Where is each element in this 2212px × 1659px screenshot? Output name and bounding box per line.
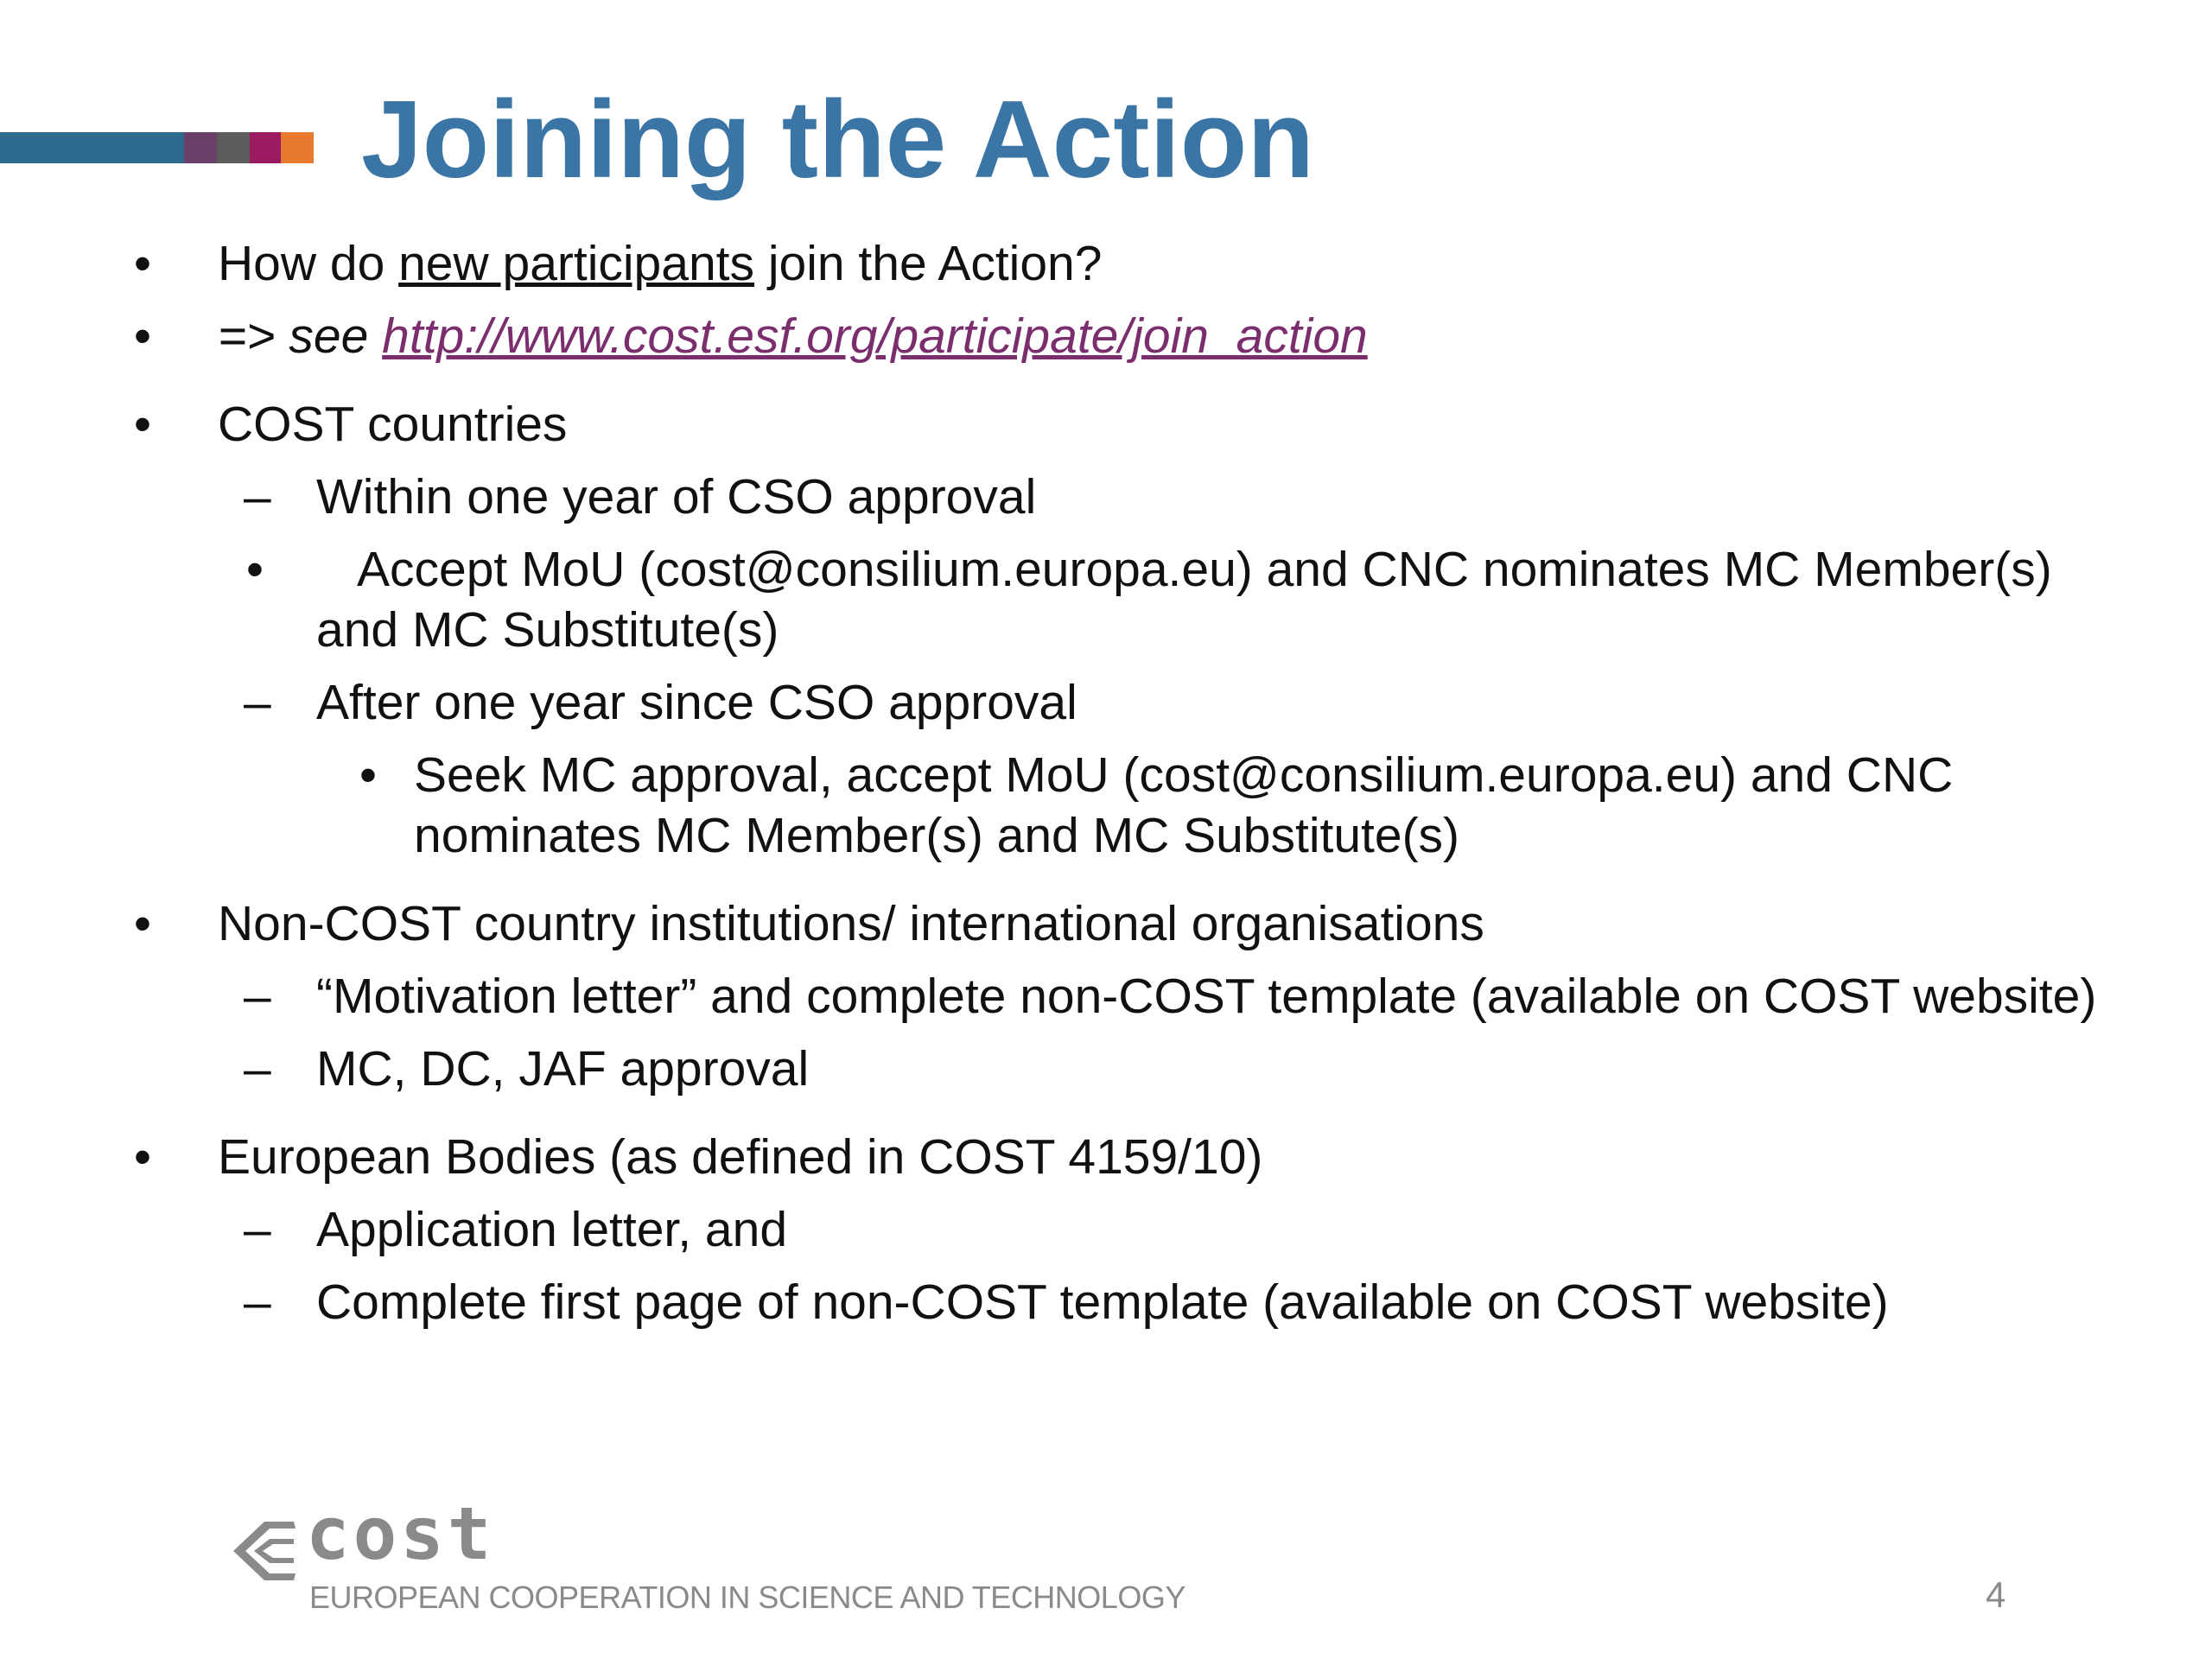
dash-icon: – [244, 969, 271, 1024]
dash-icon: – [244, 1274, 271, 1330]
list-item [0, 539, 2212, 600]
list-item-continuation [0, 600, 2212, 672]
list-item [0, 394, 2212, 467]
seek-approval-text-continued: nominates MC Member(s) and MC Substitute(s) [414, 808, 1460, 863]
motivation-letter-text: “Motivation letter” and complete non-COST template (available on COST website) [316, 969, 2097, 1024]
list-item [0, 1272, 2212, 1344]
list-item-continuation [0, 805, 2212, 893]
list-item [0, 893, 2212, 966]
seek-approval-text: Seek MC approval, accept MoU (cost@consilium.europa.eu) and CNC [414, 747, 1954, 803]
slide-body [0, 233, 2212, 1344]
page-number: 4 [1986, 1574, 2006, 1615]
european-bodies-text: European Bodies (as defined in COST 4159/10) [218, 1129, 1263, 1185]
accept-mou-text-continued: and MC Substitute(s) [316, 602, 779, 658]
see-prefix: => see [218, 308, 383, 364]
slide-title: Joining the Action [361, 78, 1314, 200]
footer-tagline: EUROPEAN COOPERATION IN SCIENCE AND TECHNOLOGY [309, 1580, 1185, 1615]
within-year-text: Within one year of CSO approval [316, 469, 1037, 524]
dash-icon: – [244, 1041, 271, 1096]
join-action-link[interactable]: http://www.cost.esf.org/participate/join_action [382, 308, 1368, 364]
question-text [218, 233, 1102, 294]
question-suffix: join the Action? [754, 236, 1103, 291]
dash-icon: – [244, 1202, 271, 1257]
dash-icon: – [244, 675, 271, 730]
bullet-icon: • [359, 747, 377, 803]
new-participants-text: new participants [398, 236, 754, 291]
accent-bar-segment-magenta [250, 132, 281, 163]
accent-bar-segment-gray [217, 132, 250, 163]
list-item [0, 745, 2212, 805]
bullet-icon: • [134, 236, 151, 291]
list-item [0, 1127, 2212, 1199]
list-item [0, 966, 2212, 1039]
accent-bar-segment-orange [281, 132, 314, 163]
bullet-icon: • [134, 896, 151, 951]
list-item [0, 467, 2212, 539]
accept-mou-text: Accept MoU (cost@consilium.europa.eu) and CNC nominates MC Member(s) [357, 542, 2052, 597]
list-item [0, 233, 2212, 306]
cost-logo-wordmark: cost [306, 1491, 495, 1576]
accent-bar-segment-purple [184, 132, 217, 163]
cost-countries-text: COST countries [218, 397, 568, 452]
see-line [218, 306, 1368, 366]
accent-bar [0, 132, 184, 163]
after-year-text: After one year since CSO approval [316, 675, 1077, 730]
list-item [0, 306, 2212, 394]
list-item [0, 1039, 2212, 1127]
bullet-icon: • [246, 542, 264, 597]
complete-first-page-text: Complete first page of non-COST template (available on COST website) [316, 1274, 1889, 1330]
application-letter-text: Application letter, and [316, 1202, 788, 1257]
question-prefix: How do [218, 236, 399, 291]
list-item [0, 672, 2212, 745]
bullet-icon: • [134, 397, 151, 452]
non-cost-text: Non-COST country institutions/ international organisations [218, 896, 1484, 951]
approval-text: MC, DC, JAF approval [316, 1041, 810, 1096]
bullet-icon: • [134, 308, 151, 364]
list-item [0, 1199, 2212, 1272]
bullet-icon: • [134, 1129, 151, 1185]
dash-icon: – [244, 469, 271, 524]
